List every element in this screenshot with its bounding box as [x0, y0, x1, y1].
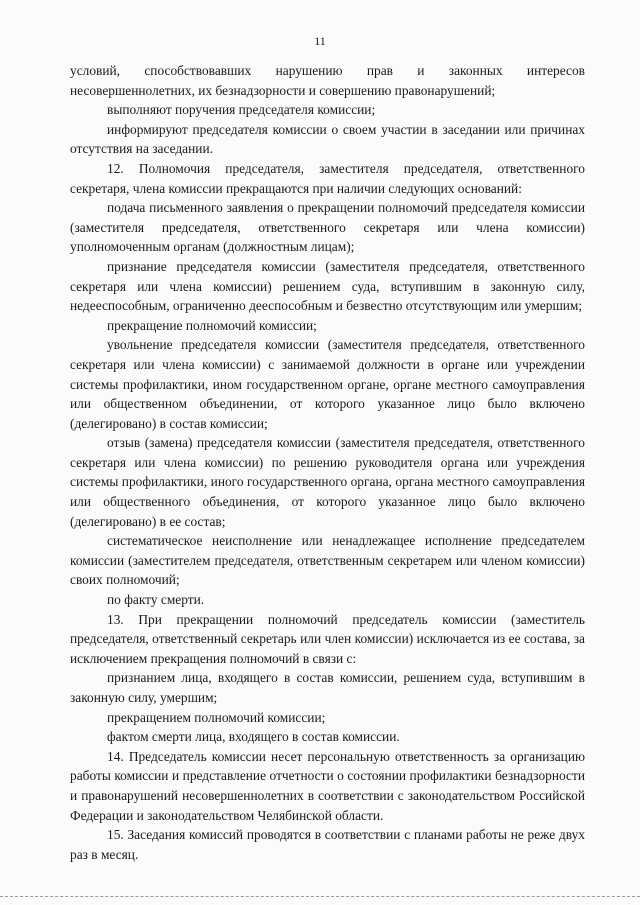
paragraph: 14. Председатель комиссии несет персональную ответственность за организацию работы комиссии и представление отчетности о состоянии профилактики безнадзорности и правонарушений несовершеннолетних в соответствии с законодательством Российской Федерации и законодательством Челябинской области. — [70, 748, 585, 823]
paragraph: по факту смерти. — [107, 592, 205, 608]
paragraph: систематическое неисполнение или ненадлежащее исполнение председателем комиссии (заместителем председателя, ответственным секретарем или членом комиссии) своих полномочий; — [70, 533, 585, 588]
paragraph: увольнение председателя комиссии (заместителя председателя, ответственного секретаря или члена комиссии) с занимаемой должности в органе или учреждении системы профилактики, ином государственном органе, органе местного самоуправления или общественном объединении, от которого указанное лицо было включено (делегировано) в состав комиссии; — [70, 337, 585, 431]
paragraph: признание председателя комиссии (заместителя председателя, ответственного секретаря или члена комиссии) решением суда, вступившим в законную силу, недееспособным, ограниченно дееспособным и безвестно отсутствующим или умершим; — [70, 258, 585, 314]
paragraph: 13. При прекращении полномочий председатель комиссии (заместитель председателя, ответственный секретарь или член комиссии) исключается из ее состава, за исключением прекращения полномочий в связи с: — [70, 611, 585, 666]
document-body — [70, 61, 585, 864]
paragraph: прекращение полномочий комиссии; — [107, 317, 317, 333]
paragraph: выполняют поручения председателя комиссии; — [107, 102, 376, 118]
paragraph: информируют председателя комиссии о своем участии в заседании или причинах отсутствия на заседании. — [70, 121, 585, 157]
page-number: 11 — [314, 34, 326, 48]
paragraph: подача письменного заявления о прекращении полномочий председателя комиссии (заместителя председателя, ответственного секретаря или члена комиссии) уполномоченным органам (должностным лицам); — [70, 200, 585, 255]
paragraph: 15. Заседания комиссий проводятся в соответствии с планами работы не реже двух раз в месяц. — [70, 827, 585, 862]
page-bottom-edge — [0, 896, 640, 897]
paragraph: прекращением полномочий комиссии; — [107, 709, 326, 725]
paragraph: отзыв (замена) председателя комиссии (заместителя председателя, ответственного секретаря или члена комиссии) по решению руководителя органа или учреждения системы профилактики, иного государственного органа, органа местного самоуправления или общественного объединения, от которого указанное лицо было включено (делегировано) в ее состав; — [70, 435, 585, 529]
paragraph: фактом смерти лица, входящего в состав комиссии. — [107, 729, 400, 745]
paragraph: 12. Полномочия председателя, заместителя председателя, ответственного секретаря, члена комиссии прекращаются при наличии следующих оснований: — [70, 160, 585, 196]
paragraph: признанием лица, входящего в состав комиссии, решением суда, вступившим в законную силу, умершим; — [70, 670, 585, 705]
paragraph: условий, способствовавших нарушению прав и законных интересов несовершеннолетних, их безнадзорности и совершению правонарушений; — [70, 63, 585, 98]
